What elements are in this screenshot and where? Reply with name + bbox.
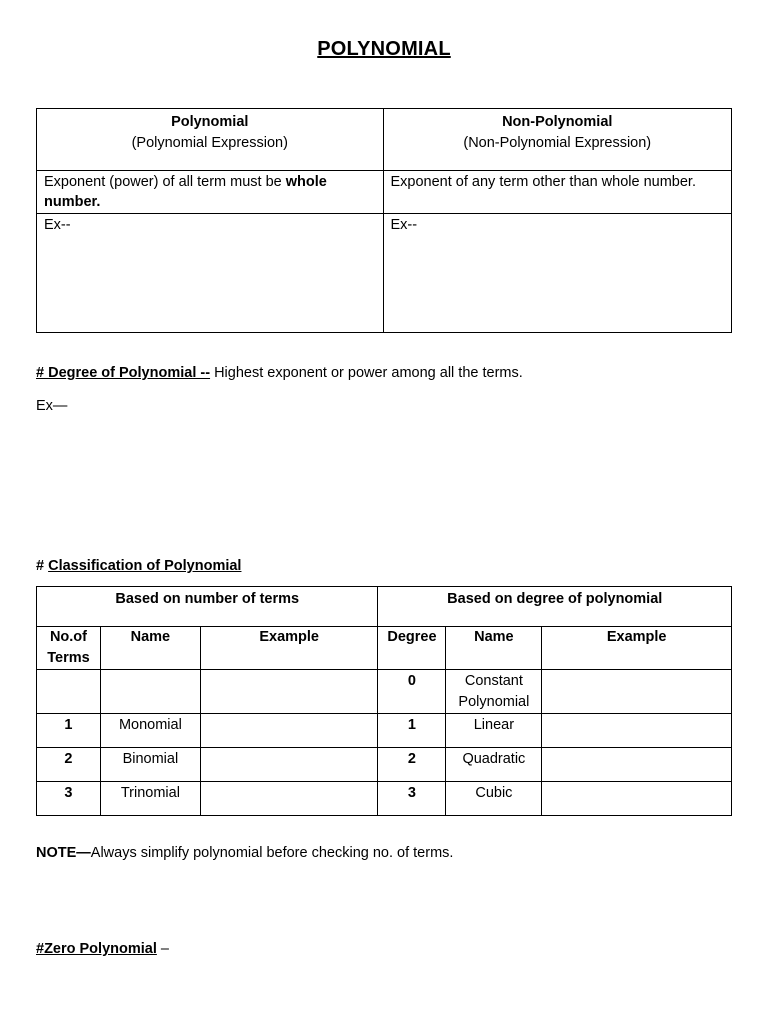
zero-polynomial-dash: – (156, 941, 169, 957)
table-row (37, 670, 732, 714)
polynomial-comparison-table (36, 108, 732, 333)
zero-polynomial-heading: #Zero Polynomial (36, 941, 157, 957)
col-example-right: Example (542, 627, 732, 670)
degree-example-cell (542, 714, 732, 748)
terms-example-cell (200, 782, 378, 816)
degree-name-cell: Quadratic (446, 748, 542, 782)
page-title: POLYNOMIAL (317, 38, 451, 60)
comparison-example-row (37, 214, 732, 333)
classification-heading (36, 556, 241, 576)
non-polynomial-rule-cell (383, 171, 732, 214)
degree-heading: # Degree of Polynomial -- (36, 365, 211, 381)
degree-cell: 3 (378, 782, 446, 816)
table-row (37, 748, 732, 782)
group-by-degree: Based on degree of polynomial (378, 587, 732, 627)
non-polynomial-subheader: (Non-Polynomial Expression) (463, 135, 652, 151)
degree-name-cell: Cubic (446, 782, 542, 816)
degree-example-cell (542, 670, 732, 714)
non-polynomial-example-cell: Ex-- (383, 214, 732, 333)
non-polynomial-header-cell (383, 109, 732, 171)
terms-name-cell: Trinomial (100, 782, 200, 816)
terms-example-cell (200, 670, 378, 714)
degree-definition-text: Highest exponent or power among all the terms. (210, 365, 523, 381)
degree-example-cell (542, 748, 732, 782)
classification-heading-text: Classification of Polynomial (48, 558, 242, 574)
degree-example-cell (542, 782, 732, 816)
note-text: Always simplify polynomial before checking no. of terms. (90, 845, 454, 861)
terms-name-cell (100, 670, 200, 714)
classification-table (36, 586, 732, 816)
degree-definition (36, 363, 523, 383)
polynomial-rule-text: Exponent (power) of all term must be (44, 174, 286, 190)
terms-name-cell: Monomial (100, 714, 200, 748)
classification-hash: # (36, 558, 49, 574)
note-label: NOTE— (36, 845, 91, 861)
non-polynomial-rule-text: Exponent of any term other than whole number. (390, 174, 696, 190)
degree-name-cell: Constant Polynomial (446, 670, 542, 714)
non-polynomial-header: Non-Polynomial (502, 114, 613, 130)
classification-group-row (37, 587, 732, 627)
comparison-rule-row (37, 171, 732, 214)
col-degree: Degree (378, 627, 446, 670)
degree-name-cell: Linear (446, 714, 542, 748)
group-by-terms: Based on number of terms (37, 587, 378, 627)
terms-name-cell: Binomial (100, 748, 200, 782)
terms-cell: 3 (37, 782, 101, 816)
degree-example: Ex— (36, 398, 68, 414)
classification-column-row (37, 627, 732, 670)
degree-cell: 1 (378, 714, 446, 748)
col-terms: No.of Terms (37, 627, 101, 670)
terms-cell: 2 (37, 748, 101, 782)
note (36, 843, 453, 863)
col-example-left: Example (200, 627, 378, 670)
polynomial-subheader: (Polynomial Expression) (131, 135, 288, 151)
table-row (37, 714, 732, 748)
polynomial-header: Polynomial (171, 114, 249, 130)
col-name-left: Name (100, 627, 200, 670)
comparison-header-row (37, 109, 732, 171)
terms-example-cell (200, 748, 378, 782)
degree-cell: 0 (378, 670, 446, 714)
polynomial-example-cell: Ex-- (37, 214, 384, 333)
polynomial-rule-cell (37, 171, 384, 214)
terms-cell (37, 670, 101, 714)
polynomial-header-cell (37, 109, 384, 171)
terms-example-cell (200, 714, 378, 748)
terms-cell: 1 (37, 714, 101, 748)
zero-polynomial-line (36, 939, 169, 959)
degree-cell: 2 (378, 748, 446, 782)
polynomial-rule-emphasis: whole number. (44, 174, 327, 210)
col-name-right: Name (446, 627, 542, 670)
table-row (37, 782, 732, 816)
